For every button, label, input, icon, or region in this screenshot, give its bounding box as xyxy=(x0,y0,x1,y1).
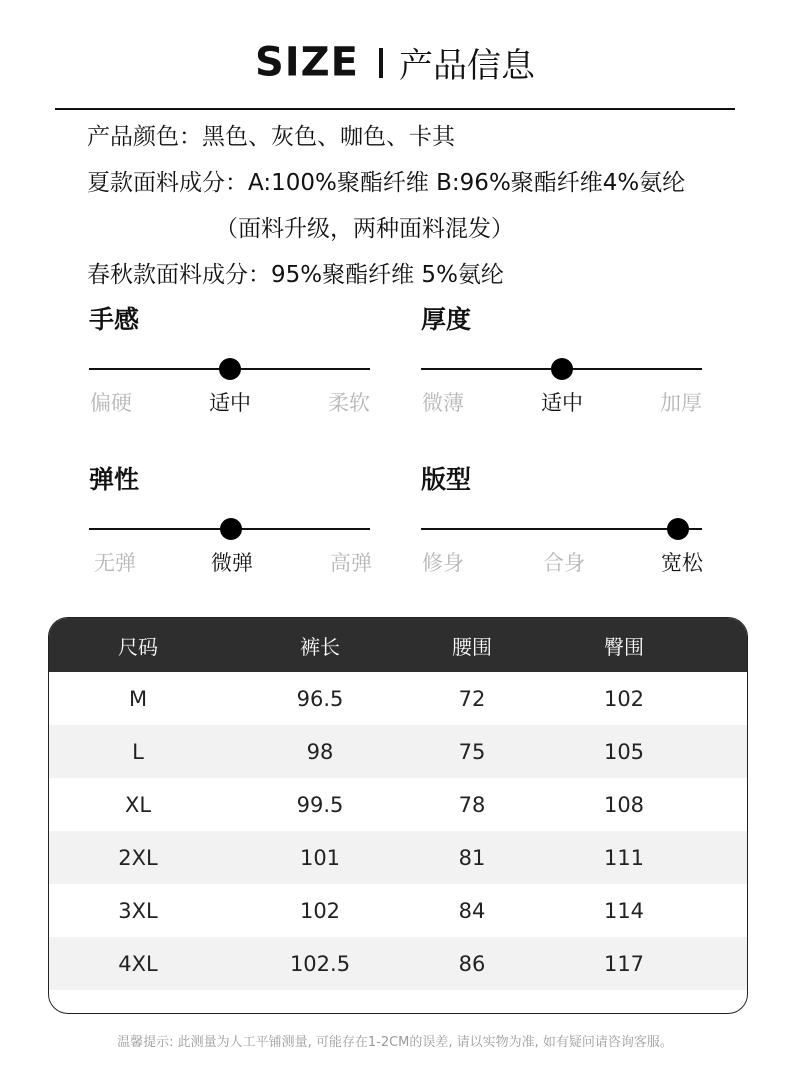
cell-length: 96.5 xyxy=(296,686,344,711)
cell-hip: 117 xyxy=(603,951,645,976)
attr-feel-label-high: 柔软 xyxy=(328,391,370,415)
attr-feel-indicator xyxy=(219,358,241,380)
attr-thickness-indicator xyxy=(551,358,573,380)
cell-hip: 111 xyxy=(603,845,645,870)
title-cn: 产品信息 xyxy=(399,46,536,86)
page-header xyxy=(0,38,790,87)
spring-fabric: 春秋款面料成分：95%聚酯纤维 5%氨纶 xyxy=(87,262,504,288)
attr-thickness-label-low: 微薄 xyxy=(422,391,464,415)
table-row xyxy=(49,672,747,725)
cell-length: 101 xyxy=(299,845,341,870)
table-row xyxy=(49,937,747,990)
cell-size: 3XL xyxy=(118,898,158,923)
attr-stretch-title: 弹性 xyxy=(89,465,140,494)
attr-thickness-label-mid: 适中 xyxy=(541,391,583,415)
attr-fit-track xyxy=(421,528,702,530)
cell-size: XL xyxy=(124,792,152,817)
cell-size: M xyxy=(128,686,148,711)
attr-stretch-label-low: 无弹 xyxy=(94,551,136,575)
attr-feel-title: 手感 xyxy=(89,305,140,334)
attr-thickness-title: 厚度 xyxy=(421,305,472,334)
cell-waist: 78 xyxy=(458,792,486,817)
header-waist: 腰围 xyxy=(452,634,492,659)
cell-hip: 102 xyxy=(603,686,645,711)
cell-length: 99.5 xyxy=(296,792,344,817)
attr-stretch-label-mid: 微弹 xyxy=(211,551,253,575)
size-table xyxy=(48,617,748,1014)
attr-feel-label-low: 偏硬 xyxy=(90,391,132,415)
attr-fit-indicator xyxy=(667,518,689,540)
summer-fabric: 夏款面料成分：A:100%聚酯纤维 B:96%聚酯纤维4%氨纶 xyxy=(87,170,686,196)
cell-waist: 75 xyxy=(458,739,486,764)
cell-hip: 105 xyxy=(603,739,645,764)
summer-fabric-note: （面料升级，两种面料混发） xyxy=(215,216,514,242)
cell-size: L xyxy=(132,739,144,764)
table-header-row xyxy=(49,618,747,672)
cell-length: 102 xyxy=(299,898,341,923)
cell-hip: 114 xyxy=(603,898,645,923)
attr-fit-label-low: 修身 xyxy=(422,551,464,575)
table-row xyxy=(49,778,747,831)
table-row xyxy=(49,884,747,937)
attr-fit-title: 版型 xyxy=(421,465,472,494)
table-row xyxy=(49,725,747,778)
attr-stretch-indicator xyxy=(220,518,242,540)
cell-length: 98 xyxy=(306,739,334,764)
attr-fit-label-mid: 合身 xyxy=(543,551,585,575)
measurement-note: 温馨提示: 此测量为人工平铺测量, 可能存在1-2CM的误差, 请以实物为准, 如有疑问请咨询客服。 xyxy=(117,1035,673,1050)
header-hip: 臀围 xyxy=(604,634,644,659)
attr-stretch-label-high: 高弹 xyxy=(330,551,372,575)
product-colors: 产品颜色：黑色、灰色、咖色、卡其 xyxy=(87,124,455,150)
cell-waist: 81 xyxy=(458,845,486,870)
attr-fit-label-high: 宽松 xyxy=(661,551,703,575)
header-length: 裤长 xyxy=(300,634,340,659)
attr-feel-label-mid: 适中 xyxy=(209,391,251,415)
attr-thickness-label-high: 加厚 xyxy=(660,391,702,415)
title-separator xyxy=(379,48,383,78)
cell-waist: 86 xyxy=(458,951,486,976)
title-en: SIZE xyxy=(254,39,360,86)
cell-hip: 108 xyxy=(603,792,645,817)
header-divider xyxy=(55,108,735,110)
table-row xyxy=(49,831,747,884)
cell-length: 102.5 xyxy=(289,951,351,976)
cell-size: 2XL xyxy=(118,845,158,870)
cell-size: 4XL xyxy=(118,951,158,976)
cell-waist: 84 xyxy=(458,898,486,923)
cell-waist: 72 xyxy=(458,686,486,711)
header-size: 尺码 xyxy=(118,634,158,659)
